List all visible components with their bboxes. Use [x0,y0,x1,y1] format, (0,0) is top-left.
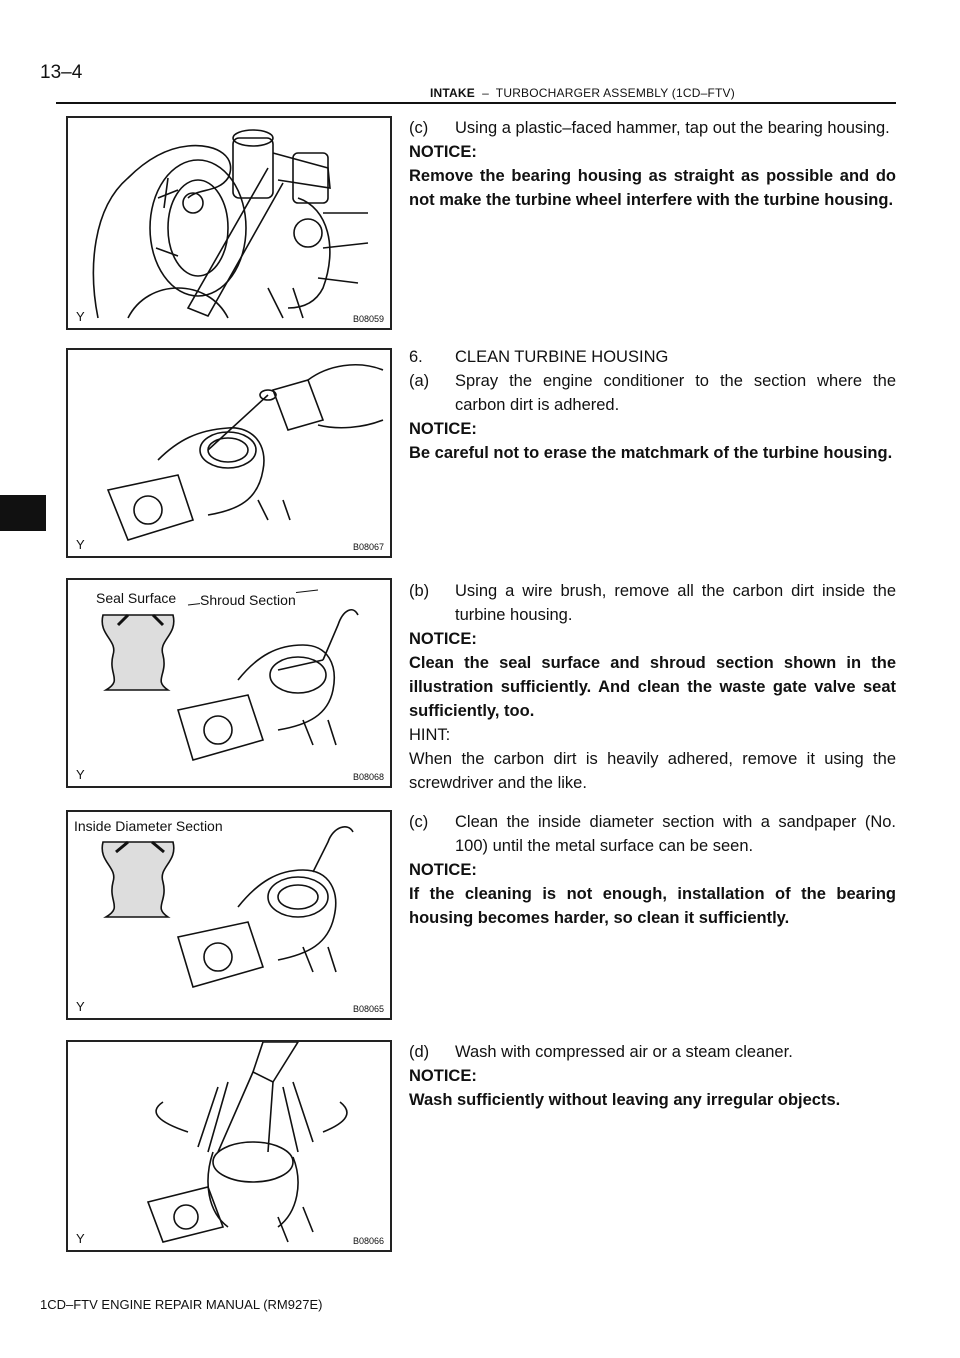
header-title: TURBOCHARGER ASSEMBLY (1CD–FTV) [495,86,735,100]
step-a-spray [409,369,896,417]
figure-code: B08066 [352,1236,384,1246]
illustration-brush-cleaning [68,580,390,786]
notice-text: Clean the seal surface and shroud section shown in the illustration sufficiently. And clean the waste gate valve seat sufficiently, too. [409,654,896,720]
figure-wire-brush [66,578,392,788]
figure-code: B08065 [352,1004,384,1014]
step-c-tap-out [409,116,896,140]
step-c-sandpaper [409,810,896,858]
illustration-steam-cleaner [68,1042,390,1250]
notice-label: NOTICE: [409,1067,477,1085]
page-number: 13–4 [40,62,83,83]
hint-text: When the carbon dirt is heavily adhered, remove it using the screwdriver and the like. [409,750,896,792]
header-rule [56,102,896,104]
instruction-block-6a [409,345,896,465]
hint-label: HINT: [409,726,451,744]
step-label: (b) [409,582,430,600]
step-text: Wash with compressed air or a steam cleaner. [455,1043,793,1061]
step-label: (c) [409,119,429,137]
notice-text: Remove the bearing housing as straight as possible and do not make the turbine wheel interfere with the turbine housing. [409,167,896,209]
figure-code: B08068 [352,772,384,782]
figure-code: B08059 [352,314,384,324]
label-inside-diameter-section: Inside Diameter Section [74,818,223,834]
step-b-wire-brush [409,579,896,627]
notice-text: Be careful not to erase the matchmark of the turbine housing. [409,444,893,462]
page-footer: 1CD–FTV ENGINE REPAIR MANUAL (RM927E) [40,1297,323,1312]
label-seal-surface: Seal Surface [96,590,177,606]
step-text: Spray the engine conditioner to the section where the carbon dirt is adhered. [455,372,896,414]
instruction-block-b [409,579,896,795]
notice-text: If the cleaning is not enough, installation of the bearing housing becomes harder, so clean it sufficiently. [409,885,896,927]
notice-label: NOTICE: [409,861,477,879]
running-header [430,86,735,100]
heading-number: 6. [409,348,423,366]
section-heading-clean-turbine-housing [409,345,896,369]
instruction-block-d [409,1040,896,1112]
header-separator: – [482,86,489,100]
step-text: Using a plastic–faced hammer, tap out the bearing housing. [455,119,890,137]
illustration-sandpaper-cleaning [68,812,390,1018]
section-tab [0,495,46,531]
step-label: (a) [409,372,430,390]
header-section: INTAKE [430,86,475,100]
figure-sandpaper [66,810,392,1020]
step-text: Using a wire brush, remove all the carbon dirt inside the turbine housing. [455,582,896,624]
illustration-hammer-on-turbo [68,118,390,328]
figure-orientation-mark: Y [76,537,85,552]
label-shroud-section: Shroud Section [200,592,296,608]
notice-label: NOTICE: [409,143,477,161]
notice-label: NOTICE: [409,420,477,438]
step-text: Clean the inside diameter section with a sandpaper (No. 100) until the metal surface can be seen. [455,813,896,855]
notice-text: Wash sufficiently without leaving any irregular objects. [409,1091,841,1109]
illustration-spray-can [68,350,390,556]
figure-bearing-housing-removal [66,116,392,330]
figure-orientation-mark: Y [76,999,85,1014]
step-label: (d) [409,1043,430,1061]
heading-text: CLEAN TURBINE HOUSING [455,348,669,366]
figure-wash [66,1040,392,1252]
figure-orientation-mark: Y [76,767,85,782]
figure-code: B08067 [352,542,384,552]
notice-label: NOTICE: [409,630,477,648]
step-label: (c) [409,813,429,831]
step-d-wash [409,1040,896,1064]
instruction-block-c2 [409,810,896,930]
figure-orientation-mark: Y [76,1231,85,1246]
figure-spray-conditioner [66,348,392,558]
figure-orientation-mark: Y [76,309,85,324]
instruction-block-c1 [409,116,896,212]
